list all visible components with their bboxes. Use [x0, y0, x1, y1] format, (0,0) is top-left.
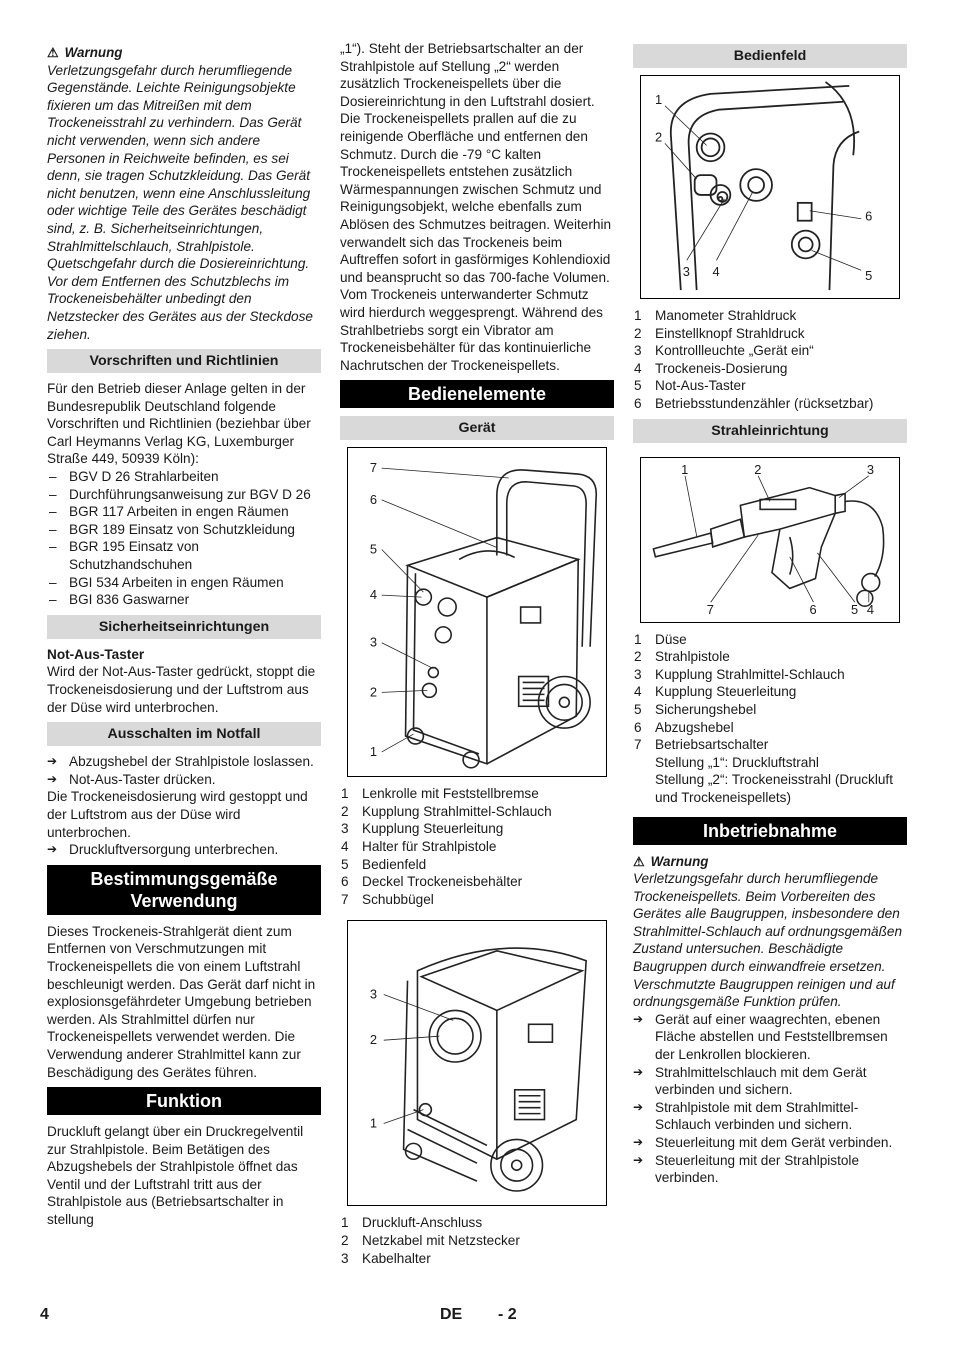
callout-4: 4	[866, 601, 874, 617]
legend-item: 3 Kabelhalter	[341, 1250, 431, 1266]
legend-item: 3 Kupplung Steuerleitung	[341, 821, 504, 837]
legend-item: 4 Trockeneis-Dosierung	[634, 360, 788, 376]
legend-item: 6 Betriebsstundenzähler (rücksetzbar)	[634, 395, 874, 411]
legend-item: 7 Betriebsartschalter	[634, 737, 769, 753]
warning-heading: ⚠ Warnung	[633, 853, 709, 869]
figure-legend	[340, 1214, 614, 1267]
callout-2: 2	[655, 129, 663, 145]
step-item: ➔ Abzugshebel der Strahlpistole loslassen.	[47, 753, 321, 771]
step-item: ➔ Strahlmittelschlauch mit dem Gerät verbinden und sichern.	[633, 1064, 907, 1099]
warning-text: Verletzungsgefahr durch herumfliegende Gegenstände. Leichte Reinigungsobjekte fixieren um das Mitreißen mit dem Trockeneisstrahl zu verhindern. Das Gerät nicht verwenden, wenn sich andere Personen in Reichweite befinden, es sei denn, sie tragen Schutzkleidung. Das Gerät nicht benutzen, wenn eine Anschlussleitung oder wichtige Teile des Gerätes beschädigt sind, z. B. Sicherheitseinrichtungen, Strahlmittelschlauch, Strahlpistole. Quetschgefahr durch die Dosiereinrichtung. Vor dem Entfernen des Schutzblechs im Trockeneisbehälter unbedingt den Netzstecker des Gerätes aus der Steckdose ziehen.	[47, 62, 313, 342]
legend-item: 2 Netzkabel mit Netzstecker	[341, 1233, 520, 1249]
warning-triangle-icon: ⚠	[47, 45, 59, 60]
legend-item: 6 Deckel Trockeneisbehälter	[341, 874, 523, 890]
list-item: – BGR 195 Einsatz von Schutzhandschuhen	[47, 538, 321, 573]
legend-subitem: Stellung „2“: Trockeneisstrahl (Druckluft und Trockeneispellets)	[655, 772, 893, 805]
device-front-drawing	[348, 448, 606, 776]
callout-7: 7	[369, 460, 378, 476]
step-item: ➔ Druckluftversorgung unterbrechen.	[47, 841, 321, 859]
legend-item: 3 Kupplung Strahlmittel-Schlauch	[634, 666, 845, 682]
callout-1: 1	[369, 1115, 378, 1131]
section-heading-sicherheit: Sicherheitseinrichtungen	[47, 615, 321, 639]
legend-item: 5 Sicherungshebel	[634, 701, 757, 717]
paragraph: Wird der Not-Aus-Taster gedrückt, stoppt die Trockeneisdosierung und der Luftstrom aus der Düse wird unterbrochen.	[47, 664, 316, 715]
callout-3: 3	[369, 986, 378, 1002]
legend-item: 4 Halter für Strahlpistole	[341, 839, 497, 855]
step-list	[47, 753, 321, 788]
step-list	[633, 1011, 907, 1187]
main-heading-funktion: Funktion	[47, 1087, 321, 1115]
paragraph: Dieses Trockeneis-Strahlgerät dient zum Entfernen von Verschmutzungen mit Trockeneispellets die von einem Luftstrahl beschleunigt werden. Das Gerät darf nicht in explosionsgefährdeter Umgebung betrieben werden. Als Strahlmittel dürfen nur Trockeneispellets verwendet werden. Die Verwendung anderer Strahlmittel kann zur Beschädigung des Gerätes führen.	[47, 923, 316, 1080]
legend-item: 1 Düse	[634, 631, 687, 647]
column-middle	[340, 40, 614, 1267]
regulations-list	[47, 468, 321, 609]
page-number: 4	[40, 1306, 49, 1323]
section-heading-vorschriften: Vorschriften und Richtlinien	[47, 349, 321, 373]
list-item: – BGI 534 Arbeiten in engen Räumen	[47, 574, 321, 592]
legend-item: 5 Not-Aus-Taster	[634, 378, 746, 394]
step-item: ➔ Not-Aus-Taster drücken.	[47, 771, 321, 789]
step-list	[47, 841, 321, 859]
callout-3: 3	[682, 264, 690, 280]
list-item: – BGV D 26 Strahlarbeiten	[47, 468, 321, 486]
callout-5: 5	[851, 601, 859, 617]
callout-2: 2	[369, 684, 378, 700]
language-code: DE	[440, 1306, 463, 1323]
paragraph: „1“). Steht der Betriebsartschalter an der Strahlpistole auf Stellung „2“ werden zusätzlich Trockeneispellets über die Dosiereinrichtung in den Luftstrahl dosiert. Die Trockeneispellets prallen auf die zu reinigende Oberfläche und entfernen den Schmutz. Durch die -79 °C kalten Trockeneispellets entstehen zusätzlich Wärmespannungen zwischen Schmutz und Reinigungsobjekt, welche ebenfalls zum Ablösen des Schmutzes beitragen. Weiterhin verwandelt sich das Trockeneis beim Auftreffen sofort in gasförmiges Kohlendioxid und beansprucht so das 700-fache Volumen. Vom Trockeneis unterwanderter Schmutz wird hierdurch weggesprengt. Während des Strahlbetriebs sorgt ein Vibrator am Trockeneisbehälter für das kontinuierliche Nachrutschen der Trockeneispellets.	[340, 41, 612, 373]
legend-item: 1 Druckluft-Anschluss	[341, 1215, 483, 1231]
legend-item: 2 Kupplung Strahlmittel-Schlauch	[341, 803, 552, 819]
callout-1: 1	[655, 91, 663, 107]
callout-3: 3	[369, 635, 378, 651]
main-heading-inbetriebnahme: Inbetriebnahme	[633, 817, 907, 845]
figure-legend	[340, 785, 614, 908]
legend-item: 4 Kupplung Steuerleitung	[634, 684, 797, 700]
list-item: – BGR 117 Arbeiten in engen Räumen	[47, 503, 321, 521]
figure-blast-gun	[640, 457, 900, 623]
section-heading-strahleinrichtung: Strahleinrichtung	[633, 419, 907, 443]
callout-5: 5	[369, 541, 378, 557]
callout-4: 4	[369, 587, 378, 603]
control-panel-drawing	[641, 76, 899, 298]
blast-gun-drawing	[641, 458, 899, 622]
legend-item: 5 Bedienfeld	[341, 856, 427, 872]
list-item: – Durchführungsanweisung zur BGV D 26	[47, 486, 321, 504]
callout-2: 2	[754, 461, 762, 477]
legend-item: 6 Abzugshebel	[634, 719, 734, 735]
step-item: ➔ Gerät auf einer waagrechten, ebenen Fläche abstellen und Feststellbremsen der Lenkrollen blockieren.	[633, 1011, 907, 1064]
column-right	[633, 40, 907, 1187]
legend-subitem: Stellung „1“: Druckluftstrahl	[655, 754, 819, 770]
paragraph: Für den Betrieb dieser Anlage gelten in der Bundesrepublik Deutschland folgende Vorschriften und Richtlinien (beziehbar über Carl Heymanns Verlag KG, Luxemburger Straße 449, 50939 Köln):	[47, 381, 311, 467]
main-heading-bedienelemente: Bedienelemente	[340, 380, 614, 408]
section-heading-notfall: Ausschalten im Notfall	[47, 722, 321, 746]
callout-2: 2	[369, 1032, 378, 1048]
paragraph: Druckluft gelangt über ein Druckregelventil zur Strahlpistole. Beim Betätigen des Abzugshebels der Strahlpistole öffnet das Ventil und der Luftstrahl tritt aus der Strahlpistole aus (Betriebsartschalter in stellung	[47, 1124, 304, 1228]
legend-item: 3 Kontrollleuchte „Gerät ein“	[634, 343, 814, 359]
warning-text: Verletzungsgefahr durch herumfliegende Trockeneispellets. Beim Vorbereiten des Gerätes alle Baugruppen, insbesondere den Strahlmittel-Schlauch auf ordnungsgemäßen Zustand untersuchen. Beschädigte Baugruppen durch einwandfreie ersetzen. Verschmutzte Baugruppen reinigen und auf ordnungsgemäße Funktion prüfen.	[633, 871, 903, 1010]
callout-6: 6	[809, 601, 817, 617]
legend-item: 1 Manometer Strahldruck	[634, 308, 797, 323]
step-item: ➔ Steuerleitung mit der Strahlpistole verbinden.	[633, 1152, 907, 1187]
figure-device-front	[347, 447, 607, 777]
paragraph: Die Trockeneisdosierung wird gestoppt und der Luftstrom aus der Düse wird unterbrochen.	[47, 789, 308, 840]
legend-item: 1 Lenkrolle mit Feststellbremse	[341, 786, 539, 802]
figure-legend	[633, 307, 907, 413]
legend-item: 2 Einstellknopf Strahldruck	[634, 325, 805, 341]
callout-5: 5	[865, 268, 873, 284]
step-item: ➔ Strahlpistole mit dem Strahlmittel-Schlauch verbinden und sichern.	[633, 1099, 907, 1134]
section-heading-geraet: Gerät	[340, 416, 614, 440]
callout-3: 3	[866, 461, 874, 477]
column-left	[47, 40, 321, 1229]
callout-1: 1	[681, 461, 689, 477]
figure-control-panel	[640, 75, 900, 299]
callout-4: 4	[712, 264, 720, 280]
warning-triangle-icon: ⚠	[633, 853, 645, 869]
main-heading-bestimmung: Bestimmungsgemäße Verwendung	[47, 865, 321, 915]
list-item: – BGR 189 Einsatz von Schutzkleidung	[47, 521, 321, 539]
figure-legend	[633, 631, 907, 754]
legend-item: 7 Schubbügel	[341, 891, 434, 907]
section-heading-bedienfeld: Bedienfeld	[633, 44, 907, 68]
notaus-label: Not-Aus-Taster	[47, 646, 145, 662]
device-rear-drawing	[348, 921, 606, 1205]
legend-item: 2 Strahlpistole	[634, 649, 730, 665]
callout-6: 6	[369, 492, 378, 508]
step-item: ➔ Steuerleitung mit dem Gerät verbinden.	[633, 1134, 907, 1152]
callout-6: 6	[865, 208, 873, 224]
language-page-number: - 2	[498, 1306, 517, 1323]
figure-device-rear	[347, 920, 607, 1206]
callout-7: 7	[706, 601, 714, 617]
list-item: – BGI 836 Gaswarner	[47, 591, 321, 609]
callout-1: 1	[369, 744, 378, 760]
warning-heading: ⚠ Warnung	[47, 45, 123, 60]
